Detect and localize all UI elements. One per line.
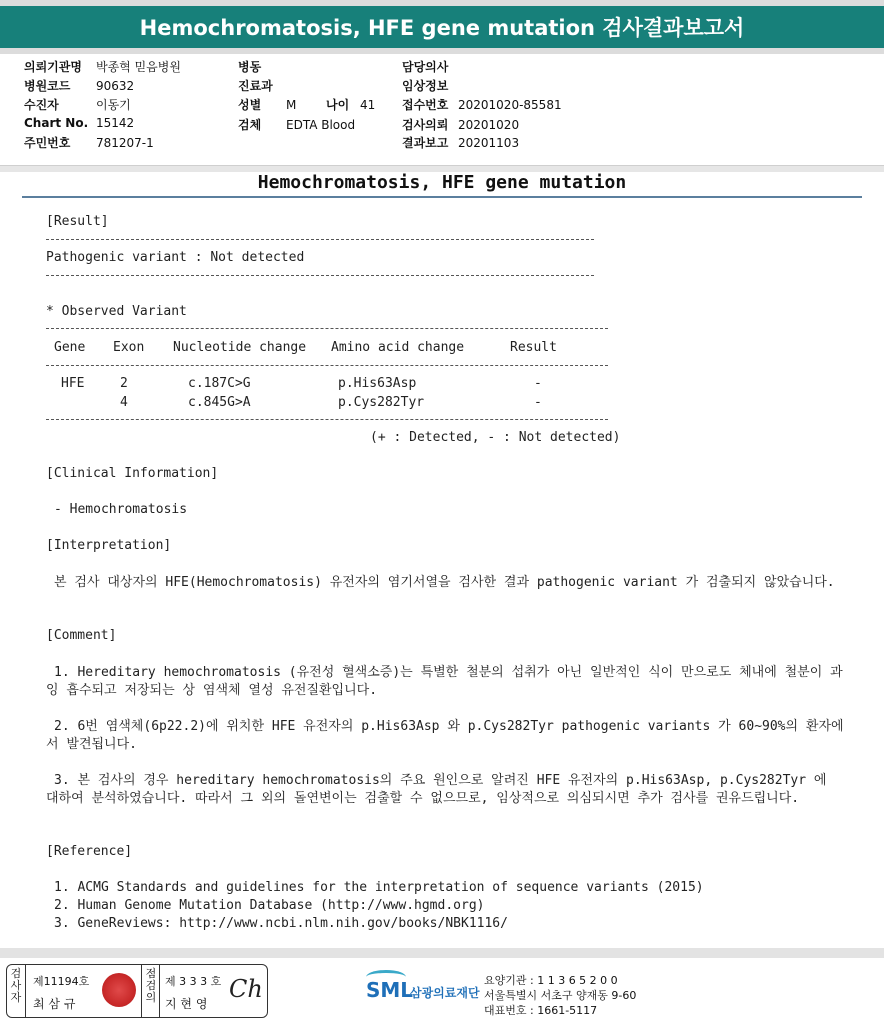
reviewer-license: 제 3 3 3 호 xyxy=(165,975,222,988)
title-underline xyxy=(22,196,862,198)
row-result: - xyxy=(534,395,542,410)
info-request-date: 검사의뢰 20201020 xyxy=(402,118,520,132)
dashed-separator xyxy=(46,365,608,366)
info-patient-name: 수진자 이동기 xyxy=(24,98,131,112)
table-header-gene: Gene xyxy=(54,340,86,355)
verifier-label: 검사자 xyxy=(10,967,22,1004)
divider-line xyxy=(159,965,160,1017)
row-nucleotide: c.845G>A xyxy=(188,395,251,410)
row-gene: HFE xyxy=(61,376,85,391)
info-clinical-info: 임상정보 xyxy=(402,79,449,93)
reviewer-name: 지 현 영 xyxy=(165,997,208,1011)
dashed-separator xyxy=(46,419,608,420)
reviewer-label: 점검의 xyxy=(145,967,157,1004)
info-resident-number: 주민번호 781207-1 xyxy=(24,136,154,150)
dashed-separator xyxy=(46,328,608,329)
info-chart-number: Chart No. 15142 xyxy=(24,116,135,130)
clinical-info-heading: [Clinical Information] xyxy=(46,466,219,481)
observed-variant-heading: * Observed Variant xyxy=(46,304,187,319)
reference-item: 1. ACMG Standards and guidelines for the interpretation of sequence variants (2015) xyxy=(54,880,704,895)
interpretation-heading: [Interpretation] xyxy=(46,538,172,553)
report-header-title: Hemochromatosis, HFE gene mutation 검사결과보고서 xyxy=(0,6,884,48)
info-department: 진료과 xyxy=(238,79,273,93)
comment-item: 2. 6번 염색체(6p22.2)에 위치한 HFE 유전자의 p.His63Asp 와 p.Cys282Tyr pathogenic variants 가 60~90%의 환자에서 발견됩니다. xyxy=(46,719,844,752)
table-header-nucleotide: Nucleotide change xyxy=(173,340,307,355)
comment-item: 1. Hereditary hemochromatosis (유전성 혈색소증)는 특별한 철분의 섭취가 아닌 일반적인 식이 만으로도 체내에 철분이 과잉 흡수되고 저장되는 상 염색체 열성 유전질환입니다. xyxy=(46,665,843,698)
table-header-exon: Exon xyxy=(113,340,145,355)
lab-name: 삼광의료재단 xyxy=(410,986,480,1000)
footer-divider xyxy=(0,948,884,958)
patient-info-section xyxy=(0,54,884,166)
verifier-name: 최 삼 규 xyxy=(33,997,76,1011)
info-hospital-code: 병원코드 90632 xyxy=(24,79,135,93)
table-header-amino-acid: Amino acid change xyxy=(331,340,465,355)
signature-icon: Ch xyxy=(229,975,263,1003)
reference-item: 2. Human Genome Mutation Database (http://www.hgmd.org) xyxy=(54,898,485,913)
result-heading: [Result] xyxy=(46,214,109,229)
lab-address: 서울특별시 서초구 양재동 9-60 xyxy=(484,989,637,1002)
info-specimen: 검체 EDTA Blood xyxy=(238,118,356,132)
row-amino-acid: p.His63Asp xyxy=(338,376,417,391)
table-header-result: Result xyxy=(510,340,557,355)
comment-heading: [Comment] xyxy=(46,628,117,643)
verifier-license: 제11194호 xyxy=(33,975,90,988)
info-attending-physician: 담당의사 xyxy=(402,60,449,74)
divider-line xyxy=(141,965,142,1017)
row-exon: 2 xyxy=(120,376,128,391)
info-age: 나이 41 xyxy=(326,98,376,112)
info-sex: 성별 M xyxy=(238,98,297,112)
signature-box xyxy=(6,964,268,1018)
comment-item: 3. 본 검사의 경우 hereditary hemochromatosis의 주요 원인으로 알려진 HFE 유전자의 p.His63Asp, p.Cys282Tyr 에 대하여 분석하였습니다. 따라서 그 외의 돌연변이는 검출할 수 없으므로, 임상적으로 의심되시면 추가 검사를 권유드립니다. xyxy=(46,773,827,806)
lab-phone: 대표번호 : 1661-5117 xyxy=(484,1004,598,1017)
row-nucleotide: c.187C>G xyxy=(188,376,251,391)
table-legend: (+ : Detected, - : Not detected) xyxy=(370,430,621,445)
row-result: - xyxy=(534,376,542,391)
lab-org-code: 요양기관 : 1 1 3 6 5 2 0 0 xyxy=(484,974,618,987)
clinical-info-item: - Hemochromatosis xyxy=(54,502,188,517)
reference-heading: [Reference] xyxy=(46,844,133,859)
dashed-separator xyxy=(46,275,594,276)
interpretation-text: 본 검사 대상자의 HFE(Hemochromatosis) 유전자의 염기서열을 검사한 결과 pathogenic variant 가 검출되지 않았습니다. xyxy=(54,575,835,590)
info-report-date: 결과보고 20201103 xyxy=(402,136,520,150)
report-title: Hemochromatosis, HFE gene mutation xyxy=(257,172,627,193)
sml-logo: SML xyxy=(366,978,414,1002)
pathogenic-variant-line: Pathogenic variant : Not detected xyxy=(46,250,305,265)
info-requesting-institution: 의뢰기관명 박종혁 믿음병원 xyxy=(24,60,181,74)
divider-line xyxy=(25,965,26,1017)
reference-item: 3. GeneReviews: http://www.ncbi.nlm.nih.gov/books/NBK1116/ xyxy=(54,916,508,931)
row-exon: 4 xyxy=(120,395,128,410)
official-seal-icon xyxy=(102,973,136,1007)
info-ward: 병동 xyxy=(238,60,262,74)
info-receipt-number: 접수번호 20201020-85581 xyxy=(402,98,562,112)
dashed-separator xyxy=(46,239,594,240)
row-amino-acid: p.Cys282Tyr xyxy=(338,395,425,410)
